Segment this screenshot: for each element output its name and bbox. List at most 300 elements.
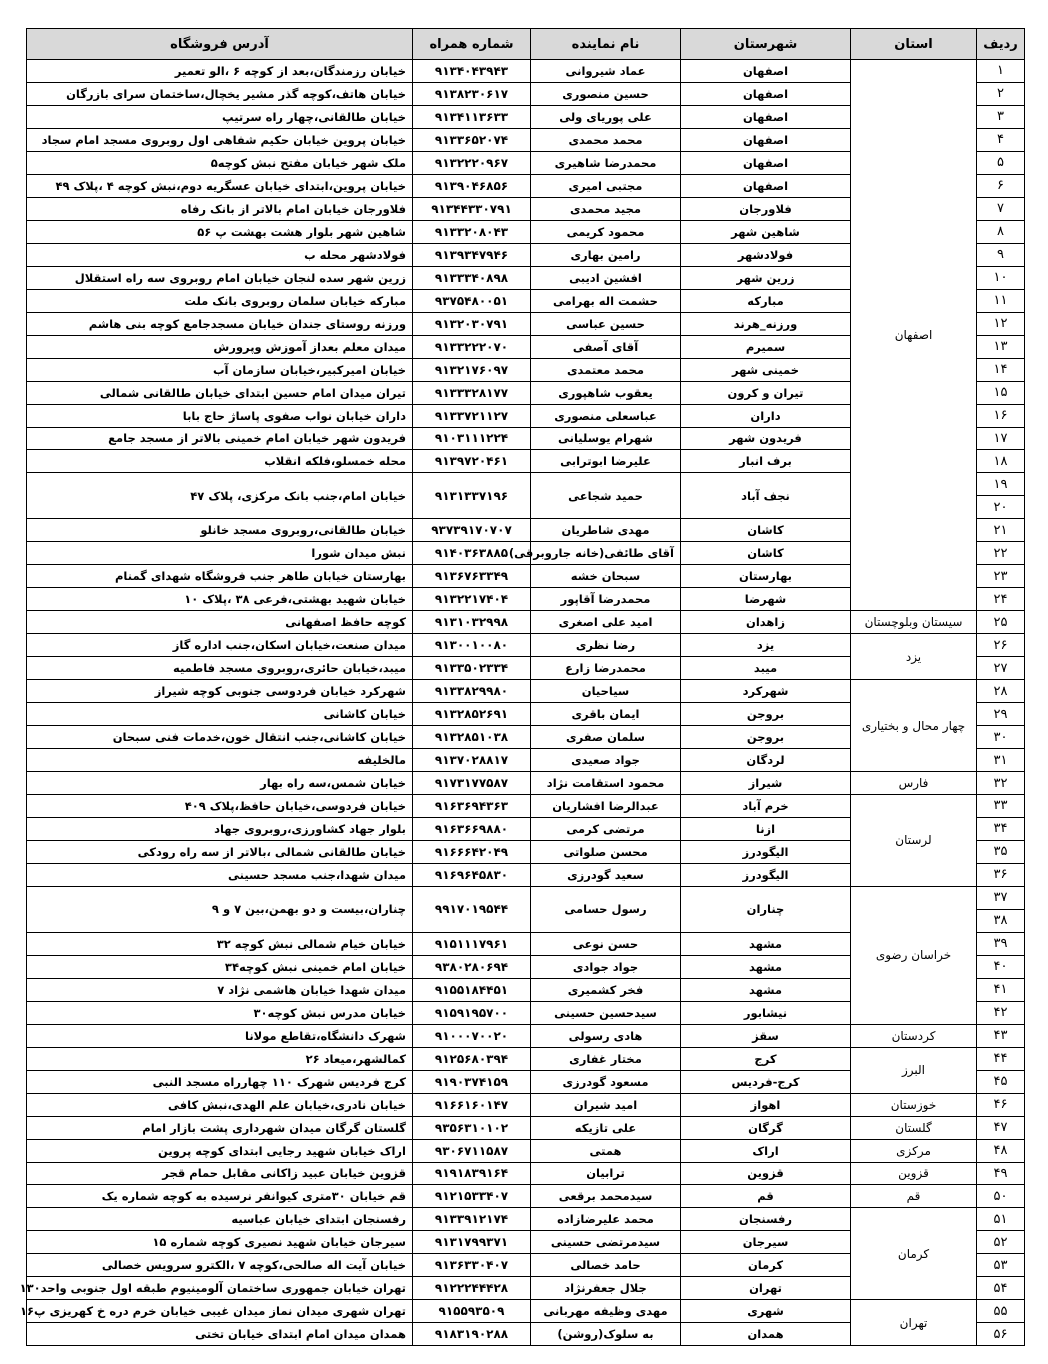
row-number: ۸ (977, 220, 1025, 243)
city-cell: میبد (681, 657, 851, 680)
store-address-cell: میدان شهدا خیابان هاشمی نژاد ۷ (27, 978, 413, 1001)
header-name: نام نماینده (531, 29, 681, 60)
mobile-number-cell: ۹۱۷۳۱۷۷۵۸۷ (413, 772, 531, 795)
representative-name-cell: سیدمرتضی حسینی (531, 1231, 681, 1254)
representative-name-cell: سیاحیان (531, 680, 681, 703)
row-number: ۳۴ (977, 817, 1025, 840)
city-cell: اصفهان (681, 105, 851, 128)
mobile-number-cell: ۹۱۶۳۶۹۴۳۶۳ (413, 795, 531, 818)
mobile-number-cell: ۹۱۲۲۲۴۴۴۲۸ (413, 1277, 531, 1300)
table-row (27, 1300, 1025, 1323)
city-cell: داران (681, 404, 851, 427)
row-number: ۱۲ (977, 312, 1025, 335)
representative-name-cell: علی پوریای ولی (531, 105, 681, 128)
representative-name-cell: عماد شیروانی (531, 60, 681, 83)
representative-name-cell: آقای طائفی(خانه جاروبرقی) (531, 542, 681, 565)
mobile-number-cell: ۹۱۴۰۳۶۳۸۸۵ (413, 542, 531, 565)
representative-name-cell: محمدرضا زارع (531, 657, 681, 680)
table-row (27, 680, 1025, 703)
row-number: ۱۹ (977, 473, 1025, 496)
city-cell: بروجن (681, 726, 851, 749)
mobile-number-cell: ۹۱۳۳۶۵۲۰۷۴ (413, 128, 531, 151)
store-address-cell: میدان معلم بعداز آموزش وپرورش (27, 335, 413, 358)
row-number: ۲۸ (977, 680, 1025, 703)
representative-name-cell: امید علی اصغری (531, 611, 681, 634)
province-cell: مرکزی (851, 1139, 977, 1162)
row-number: ۲۲ (977, 542, 1025, 565)
store-address-cell: شهرکرد خیابان فردوسی جنوبی کوچه شیراز (27, 680, 413, 703)
store-address-cell: تهران خیابان جمهوری ساختمان آلومینیوم طبقه اول جنوبی واحد۱۳۰ (27, 1277, 413, 1300)
header-radif: ردیف (977, 29, 1025, 60)
table-row (27, 1162, 1025, 1185)
store-address-cell: خیابان امام خمینی نبش کوچه۳۴ (27, 955, 413, 978)
representative-name-cell: یعقوب شاهپوری (531, 381, 681, 404)
row-number: ۲۰ (977, 496, 1025, 519)
mobile-number-cell: ۹۱۶۳۶۶۹۸۸۰ (413, 817, 531, 840)
city-cell: تهران (681, 1277, 851, 1300)
representative-name-cell: رسول حسامی (531, 886, 681, 932)
city-cell: شهری (681, 1300, 851, 1323)
store-address-cell: فلاورجان خیابان امام بالاتر از بانک رفاه (27, 197, 413, 220)
store-address-cell: خیابان امیرکبیر،خیابان سازمان آب (27, 358, 413, 381)
city-cell: الیگودرز (681, 863, 851, 886)
mobile-number-cell: ۹۱۹۰۳۷۴۱۵۹ (413, 1070, 531, 1093)
row-number: ۲۴ (977, 588, 1025, 611)
store-address-cell: قم خیابان ۳۰متری کیوانفر نرسیده به کوچه شماره یک (27, 1185, 413, 1208)
row-number: ۵۳ (977, 1254, 1025, 1277)
province-cell: قم (851, 1185, 977, 1208)
mobile-number-cell: ۹۱۳۳۲۰۸۰۴۳ (413, 220, 531, 243)
city-cell: ازنا (681, 817, 851, 840)
store-address-cell: کرج فردیس شهرک ۱۱۰ چهارراه مسجد النبی (27, 1070, 413, 1093)
mobile-number-cell: ۹۱۸۳۱۹۰۲۸۸ (413, 1323, 531, 1346)
city-cell: ورزنه_هرند (681, 312, 851, 335)
mobile-number-cell: ۹۱۳۳۹۱۲۱۷۴ (413, 1208, 531, 1231)
city-cell: تیران و کرون (681, 381, 851, 404)
mobile-number-cell: ۹۱۳۲۲۱۷۴۰۴ (413, 588, 531, 611)
province-cell: لرستان (851, 795, 977, 887)
store-address-cell: کمالشهر،میعاد ۲۶ (27, 1047, 413, 1070)
city-cell: گرگان (681, 1116, 851, 1139)
city-cell: سقز (681, 1024, 851, 1047)
mobile-number-cell: ۹۱۳۰۰۱۰۰۸۰ (413, 634, 531, 657)
mobile-number-cell: ۹۱۳۴۰۴۳۹۴۳ (413, 60, 531, 83)
city-cell: اصفهان (681, 128, 851, 151)
mobile-number-cell: ۹۱۵۵۹۳۵۰۹ (413, 1300, 531, 1323)
representative-name-cell: محمد علیرضازاده (531, 1208, 681, 1231)
representative-name-cell: به سلوک(روشن) (531, 1323, 681, 1346)
representative-name-cell: مختار غفاری (531, 1047, 681, 1070)
row-number: ۳ (977, 105, 1025, 128)
representative-name-cell: حسن نوعی (531, 932, 681, 955)
representative-name-cell: محمود کریمی (531, 220, 681, 243)
province-cell: البرز (851, 1047, 977, 1093)
province-cell: کردستان (851, 1024, 977, 1047)
table-row (27, 886, 1025, 909)
province-cell: یزد (851, 634, 977, 680)
representative-name-cell: شهرام یوسلیانی (531, 427, 681, 450)
representative-name-cell: محمدرضا آقاپور (531, 588, 681, 611)
city-cell: اصفهان (681, 82, 851, 105)
store-address-cell: میدان شهدا،جنب مسجد حسینی (27, 863, 413, 886)
row-number: ۹ (977, 243, 1025, 266)
dealers-table-container (19, 28, 1024, 1346)
province-cell: کرمان (851, 1208, 977, 1300)
mobile-number-cell: ۹۱۹۱۸۳۹۱۶۴ (413, 1162, 531, 1185)
mobile-number-cell: ۹۱۳۳۲۲۲۰۷۰ (413, 335, 531, 358)
representative-name-cell: ترابیان (531, 1162, 681, 1185)
city-cell: اصفهان (681, 151, 851, 174)
store-address-cell: کوچه حافظ اصفهانی (27, 611, 413, 634)
city-cell: کرمان (681, 1254, 851, 1277)
city-cell: همدان (681, 1323, 851, 1346)
representative-name-cell: محمد محمدی (531, 128, 681, 151)
row-number: ۵۰ (977, 1185, 1025, 1208)
row-number: ۳۹ (977, 932, 1025, 955)
store-address-cell: داران خیابان نواب صفوی پاساژ حاج بابا (27, 404, 413, 427)
mobile-number-cell: ۹۱۳۲۸۵۱۰۳۸ (413, 726, 531, 749)
store-address-cell: فریدون شهر خیابان امام خمینی بالاتر از مسجد جامع (27, 427, 413, 450)
store-address-cell: ورزنه روستای جندان خیابان مسجدجامع کوچه بنی هاشم (27, 312, 413, 335)
mobile-number-cell: ۹۱۲۵۶۸۰۳۹۴ (413, 1047, 531, 1070)
mobile-number-cell: ۹۱۵۱۱۱۷۹۶۱ (413, 932, 531, 955)
table-row (27, 634, 1025, 657)
representative-name-cell: محسن صلواتی (531, 840, 681, 863)
store-address-cell: مالخلیفه (27, 749, 413, 772)
store-address-cell: میدان صنعت،خیابان اسکان،جنب اداره گاز (27, 634, 413, 657)
city-cell: بهارستان (681, 565, 851, 588)
store-address-cell: ملک شهر خیابان مفتح نبش کوچه۵ (27, 151, 413, 174)
mobile-number-cell: ۹۱۳۱۰۳۲۹۹۸ (413, 611, 531, 634)
representative-name-cell: عباسعلی منصوری (531, 404, 681, 427)
mobile-number-cell: ۹۱۳۶۷۶۳۳۴۹ (413, 565, 531, 588)
representative-name-cell: حسین منصوری (531, 82, 681, 105)
representative-name-cell: رامین بهاری (531, 243, 681, 266)
city-cell: فلاورجان (681, 197, 851, 220)
row-number: ۴۶ (977, 1093, 1025, 1116)
mobile-number-cell: ۹۱۳۴۴۳۳۰۷۹۱ (413, 197, 531, 220)
row-number: ۱۱ (977, 289, 1025, 312)
mobile-number-cell: ۹۱۳۱۷۹۹۳۷۱ (413, 1231, 531, 1254)
store-address-cell: خیابان شهید بهشتی،فرعی ۳۸ ،پلاک ۱۰ (27, 588, 413, 611)
city-cell: شیراز (681, 772, 851, 795)
row-number: ۴۵ (977, 1070, 1025, 1093)
header-mobile: شماره همراه (413, 29, 531, 60)
province-cell: گلستان (851, 1116, 977, 1139)
representative-name-cell: رضا نظری (531, 634, 681, 657)
table-row (27, 795, 1025, 818)
table-row (27, 611, 1025, 634)
representative-name-cell: سعید گودرزی (531, 863, 681, 886)
city-cell: رفسنجان (681, 1208, 851, 1231)
mobile-number-cell: ۹۱۶۹۶۴۵۸۳۰ (413, 863, 531, 886)
mobile-number-cell: ۹۳۷۳۹۱۷۰۷۰۷ (413, 519, 531, 542)
city-cell: کاشان (681, 542, 851, 565)
store-address-cell: خیابان مدرس نبش کوچه۳۰ (27, 1001, 413, 1024)
row-number: ۵۵ (977, 1300, 1025, 1323)
dealers-table (19, 28, 1025, 1346)
city-cell: بروجن (681, 703, 851, 726)
table-row (27, 772, 1025, 795)
province-cell: فارس (851, 772, 977, 795)
table-row (27, 1093, 1025, 1116)
row-number: ۴۹ (977, 1162, 1025, 1185)
mobile-number-cell: ۹۱۳۳۳۲۸۱۷۷ (413, 381, 531, 404)
table-body (19, 60, 1025, 1346)
table-row (27, 1024, 1025, 1047)
row-number: ۵۲ (977, 1231, 1025, 1254)
row-number: ۴۰ (977, 955, 1025, 978)
header-shahrestan: شهرستان (681, 29, 851, 60)
mobile-number-cell: ۹۱۶۶۶۴۲۰۴۹ (413, 840, 531, 863)
store-address-cell: خیابان کاشانی (27, 703, 413, 726)
mobile-number-cell: ۹۱۳۳۵۰۲۳۳۴ (413, 657, 531, 680)
row-number: ۱۴ (977, 358, 1025, 381)
store-address-cell: خیابان پروین خیابان حکیم شفاهی اول روبروی مسجد امام سجاد (27, 128, 413, 151)
province-cell: خراسان رضوی (851, 886, 977, 1024)
mobile-number-cell: ۹۳۸۰۲۸۰۶۹۴ (413, 955, 531, 978)
province-cell: سیستان وبلوچستان (851, 611, 977, 634)
row-number: ۳۱ (977, 749, 1025, 772)
mobile-number-cell: ۹۱۵۹۱۹۵۷۰۰ (413, 1001, 531, 1024)
mobile-number-cell: ۹۱۳۴۱۱۳۶۳۳ (413, 105, 531, 128)
representative-name-cell: افشین ادیبی (531, 266, 681, 289)
province-cell: خوزستان (851, 1093, 977, 1116)
representative-name-cell: جواد صعیدی (531, 749, 681, 772)
header-row (27, 29, 1025, 60)
mobile-number-cell: ۹۱۰۰۰۷۰۰۲۰ (413, 1024, 531, 1047)
row-number: ۲۶ (977, 634, 1025, 657)
row-number: ۳۵ (977, 840, 1025, 863)
city-cell: مشهد (681, 978, 851, 1001)
store-address-cell: شهرک دانشگاه،تقاطع مولانا (27, 1024, 413, 1047)
representative-name-cell: آقای آصفی (531, 335, 681, 358)
city-cell: اهواز (681, 1093, 851, 1116)
mobile-number-cell: ۹۱۳۳۳۴۰۸۹۸ (413, 266, 531, 289)
mobile-number-cell: ۹۱۲۱۵۳۳۴۰۷ (413, 1185, 531, 1208)
row-number: ۳۲ (977, 772, 1025, 795)
city-cell: نجف آباد (681, 473, 851, 519)
store-address-cell: خیابان کاشانی،جنب انتقال خون،خدمات فنی سبحان (27, 726, 413, 749)
representative-name-cell: حمید شجاعی (531, 473, 681, 519)
city-cell: سمیرم (681, 335, 851, 358)
store-address-cell: خیابان طالقانی،روبروی مسجد خانلو (27, 519, 413, 542)
city-cell: اصفهان (681, 60, 851, 83)
representative-name-cell: علی تازیکه (531, 1116, 681, 1139)
representative-name-cell: حسین عباسی (531, 312, 681, 335)
row-number: ۱ (977, 60, 1025, 83)
city-cell: مبارکه (681, 289, 851, 312)
row-number: ۳۷ (977, 886, 1025, 909)
city-cell: الیگودرز (681, 840, 851, 863)
store-address-cell: خیابان هاتف،کوچه گذر مشیر یخچال،ساختمان سرای بازرگان (27, 82, 413, 105)
header-ostan: استان (851, 29, 977, 60)
representative-name-cell: مرتضی کرمی (531, 817, 681, 840)
store-address-cell: تهران شهری میدان نماز میدان غیبی خیابان خرم دره خ کهریزی پ۱۶ (27, 1300, 413, 1323)
representative-name-cell: مهدی وظیفه مهربانی (531, 1300, 681, 1323)
province-cell: چهار محال و بختیاری (851, 680, 977, 772)
store-address-cell: نبش میدان شورا (27, 542, 413, 565)
row-number: ۲۹ (977, 703, 1025, 726)
representative-name-cell: جلال جعفرنژاد (531, 1277, 681, 1300)
mobile-number-cell: ۹۱۳۶۳۳۰۴۰۷ (413, 1254, 531, 1277)
mobile-number-cell: ۹۱۳۲۲۲۰۹۶۷ (413, 151, 531, 174)
province-cell: تهران (851, 1300, 977, 1346)
store-address-cell: خیابان شمس،سه راه بهار (27, 772, 413, 795)
representative-name-cell: محمود استقامت نژاد (531, 772, 681, 795)
city-cell: قزوین (681, 1162, 851, 1185)
city-cell: لردگان (681, 749, 851, 772)
city-cell: قم (681, 1185, 851, 1208)
row-number: ۵۶ (977, 1323, 1025, 1346)
representative-name-cell: سیدحسین حسینی (531, 1001, 681, 1024)
mobile-number-cell: ۹۱۰۳۱۱۱۲۲۴ (413, 427, 531, 450)
store-address-cell: رفسنجان ابتدای خیابان عباسیه (27, 1208, 413, 1231)
mobile-number-cell: ۹۱۳۹۷۲۰۴۶۱ (413, 450, 531, 473)
row-number: ۵ (977, 151, 1025, 174)
representative-name-cell: همتی (531, 1139, 681, 1162)
table-row (27, 60, 1025, 83)
row-number: ۲۳ (977, 565, 1025, 588)
store-address-cell: چناران،بیست و دو بهمن،بین ۷ و ۹ (27, 886, 413, 932)
representative-name-cell: امید شیران (531, 1093, 681, 1116)
mobile-number-cell: ۹۱۳۸۲۳۰۶۱۷ (413, 82, 531, 105)
city-cell: یزد (681, 634, 851, 657)
store-address-cell: خیابان نادری،خیابان علم الهدی،نبش کافی (27, 1093, 413, 1116)
store-address-cell: خیابان پروین،ابتدای خیابان عسگریه دوم،نبش کوچه ۴ ،پلاک ۴۹ (27, 174, 413, 197)
store-address-cell: خیابان امام،جنب بانک مرکزی، پلاک ۴۷ (27, 473, 413, 519)
representative-name-cell: سیدمحمد برقعی (531, 1185, 681, 1208)
table-row (27, 1047, 1025, 1070)
city-cell: زاهدان (681, 611, 851, 634)
representative-name-cell: مسعود گودرزی (531, 1070, 681, 1093)
table-row (27, 1185, 1025, 1208)
mobile-number-cell: ۹۱۳۹۳۴۷۹۴۶ (413, 243, 531, 266)
table-row (27, 1208, 1025, 1231)
city-cell: سیرجان (681, 1231, 851, 1254)
store-address-cell: خیابان طالقانی شمالی ،بالاتر از سه راه رودکی (27, 840, 413, 863)
mobile-number-cell: ۹۱۳۳۷۲۱۱۲۷ (413, 404, 531, 427)
representative-name-cell: محمد معتمدی (531, 358, 681, 381)
row-number: ۵۱ (977, 1208, 1025, 1231)
mobile-number-cell: ۹۱۳۲۸۵۲۶۹۱ (413, 703, 531, 726)
row-number: ۴۸ (977, 1139, 1025, 1162)
mobile-number-cell: ۹۱۳۷۰۲۸۸۱۷ (413, 749, 531, 772)
city-cell: فولادشهر (681, 243, 851, 266)
row-number: ۴ (977, 128, 1025, 151)
city-cell: شهرکرد (681, 680, 851, 703)
city-cell: شهرضا (681, 588, 851, 611)
store-address-cell: قزوین خیابان عبید زاکانی مقابل حمام قجر (27, 1162, 413, 1185)
province-cell: قزوین (851, 1162, 977, 1185)
store-address-cell: خیابان فردوسی،خیابان حافظ،پلاک ۴۰۹ (27, 795, 413, 818)
city-cell: کرج-فردیس (681, 1070, 851, 1093)
store-address-cell: محله خمسلو،فلکه انقلاب (27, 450, 413, 473)
store-address-cell: زرین شهر سده لنجان خیابان امام روبروی سه راه استقلال (27, 266, 413, 289)
row-number: ۴۳ (977, 1024, 1025, 1047)
mobile-number-cell: ۹۳۰۶۷۱۱۵۸۷ (413, 1139, 531, 1162)
row-number: ۴۷ (977, 1116, 1025, 1139)
row-number: ۳۳ (977, 795, 1025, 818)
mobile-number-cell: ۹۱۳۲۱۷۶۰۹۷ (413, 358, 531, 381)
store-address-cell: خیابان رزمندگان،بعد از کوچه ۶ ،الو تعمیر (27, 60, 413, 83)
mobile-number-cell: ۹۱۳۲۰۳۰۷۹۱ (413, 312, 531, 335)
representative-name-cell: محمدرضا شاهیری (531, 151, 681, 174)
store-address-cell: خیابان طالقانی،چهار راه سرتیپ (27, 105, 413, 128)
representative-name-cell: هادی رسولی (531, 1024, 681, 1047)
row-number: ۷ (977, 197, 1025, 220)
mobile-number-cell: ۹۹۱۷۰۱۹۵۴۴ (413, 886, 531, 932)
city-cell: اصفهان (681, 174, 851, 197)
row-number: ۲ (977, 82, 1025, 105)
row-number: ۱۶ (977, 404, 1025, 427)
city-cell: مشهد (681, 955, 851, 978)
row-number: ۵۴ (977, 1277, 1025, 1300)
city-cell: شاهین شهر (681, 220, 851, 243)
mobile-number-cell: ۹۳۵۶۳۱۰۱۰۲ (413, 1116, 531, 1139)
store-address-cell: بلوار جهاد کشاورزی،روبروی جهاد (27, 817, 413, 840)
store-address-cell: اراک خیابان شهید رجایی ابتدای کوچه پروین (27, 1139, 413, 1162)
store-address-cell: تیران میدان امام حسین ابتدای خیابان طالقانی شمالی (27, 381, 413, 404)
province-cell: اصفهان (851, 60, 977, 611)
row-number: ۱۷ (977, 427, 1025, 450)
representative-name-cell: جواد جوادی (531, 955, 681, 978)
representative-name-cell: فخر کشمیری (531, 978, 681, 1001)
store-address-cell: گلستان گرگان میدان شهرداری پشت بازار امام (27, 1116, 413, 1139)
city-cell: خرم آباد (681, 795, 851, 818)
row-number: ۴۲ (977, 1001, 1025, 1024)
representative-name-cell: مهدی شاطریان (531, 519, 681, 542)
row-number: ۱۸ (977, 450, 1025, 473)
store-address-cell: همدان میدان امام ابتدای خیابان تختی (27, 1323, 413, 1346)
representative-name-cell: حشمت اله بهرامی (531, 289, 681, 312)
row-number: ۳۸ (977, 909, 1025, 932)
store-address-cell: خیابان خیام شمالی نبش کوچه ۳۲ (27, 932, 413, 955)
city-cell: مشهد (681, 932, 851, 955)
table-row (27, 1139, 1025, 1162)
store-address-cell: میبد،خیابان حائری،روبروی مسجد فاطمیه (27, 657, 413, 680)
city-cell: برف انبار (681, 450, 851, 473)
row-number: ۲۵ (977, 611, 1025, 634)
representative-name-cell: مجتبی امیری (531, 174, 681, 197)
row-number: ۲۱ (977, 519, 1025, 542)
table-row (27, 1116, 1025, 1139)
representative-name-cell: سبحان خشه (531, 565, 681, 588)
row-number: ۴۱ (977, 978, 1025, 1001)
mobile-number-cell: ۹۱۳۹۰۴۶۸۵۶ (413, 174, 531, 197)
city-cell: نیشابور (681, 1001, 851, 1024)
store-address-cell: فولادشهر محله ب (27, 243, 413, 266)
row-number: ۶ (977, 174, 1025, 197)
representative-name-cell: عبدالرضا افشاریان (531, 795, 681, 818)
representative-name-cell: علیرضا ابوترابی (531, 450, 681, 473)
representative-name-cell: ایمان باقری (531, 703, 681, 726)
row-number: ۱۰ (977, 266, 1025, 289)
store-address-cell: بهارستان خیابان طاهر جنب فروشگاه شهدای گمنام (27, 565, 413, 588)
row-number: ۲۷ (977, 657, 1025, 680)
row-number: ۱۵ (977, 381, 1025, 404)
header-address: آدرس فروشگاه (27, 29, 413, 60)
representative-name-cell: مجید محمدی (531, 197, 681, 220)
mobile-number-cell: ۹۱۶۶۱۶۰۱۴۷ (413, 1093, 531, 1116)
mobile-number-cell: ۹۱۳۱۳۳۷۱۹۶ (413, 473, 531, 519)
city-cell: زرین شهر (681, 266, 851, 289)
store-address-cell: سیرجان خیابان شهید نصیری کوچه شماره ۱۵ (27, 1231, 413, 1254)
city-cell: کاشان (681, 519, 851, 542)
city-cell: کرج (681, 1047, 851, 1070)
city-cell: خمینی شهر (681, 358, 851, 381)
store-address-cell: خیابان آیت اله صالحی،کوچه ۷ ،الکترو سرویس خصالی (27, 1254, 413, 1277)
